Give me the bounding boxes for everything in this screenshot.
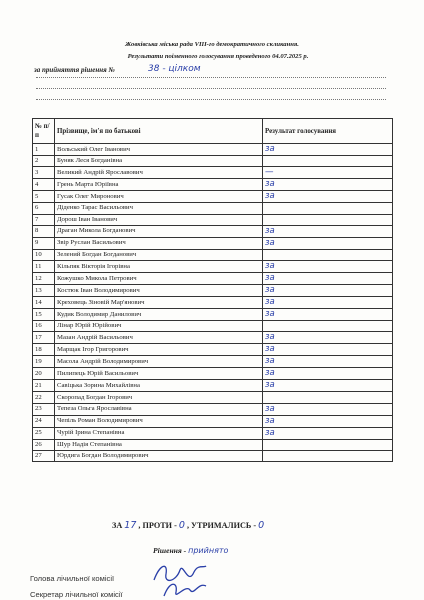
row-number: 8 [33, 225, 55, 237]
table-row [33, 237, 393, 249]
row-number: 21 [33, 380, 55, 392]
deputy-name: Мазан Андрій Васильович [55, 332, 263, 344]
row-number: 24 [33, 415, 55, 427]
deputy-name: Скоропад Богдан Ігорович [55, 392, 263, 403]
table-row [33, 356, 393, 368]
row-number: 6 [33, 203, 55, 214]
deputy-name: Грень Марта Юріївна [55, 179, 263, 191]
vote-result [263, 297, 393, 309]
table-header-row [33, 119, 393, 144]
row-number: 4 [33, 179, 55, 191]
row-number: 27 [33, 451, 55, 462]
table-row [33, 144, 393, 156]
vote-result [263, 321, 393, 332]
decision-label: за прийняття рішення № [34, 66, 115, 74]
roll-call-table [32, 118, 393, 462]
row-number: 16 [33, 321, 55, 332]
deputy-name: Савіцька Зорина Михайлівна [55, 380, 263, 392]
table-row [33, 297, 393, 309]
vote-result [263, 273, 393, 285]
table-row [33, 285, 393, 297]
vote-result [263, 403, 393, 415]
result-label: Рішення - [153, 546, 187, 555]
table-row [33, 273, 393, 285]
deputy-name: Чепіль Роман Володимирович [55, 415, 263, 427]
handwritten-vote: за [265, 273, 275, 284]
row-number: 13 [33, 285, 55, 297]
vote-result [263, 285, 393, 297]
vote-tally [112, 520, 264, 531]
vote-result [263, 167, 393, 179]
table-row [33, 392, 393, 403]
table-row [33, 203, 393, 214]
deputy-name: Шур Надія Степанівна [55, 439, 263, 450]
row-number: 26 [33, 439, 55, 450]
vote-result [263, 237, 393, 249]
row-number: 25 [33, 427, 55, 439]
deputy-name: Діденко Тарас Васильович [55, 203, 263, 214]
table-row [33, 380, 393, 392]
table-row [33, 261, 393, 273]
vote-result [263, 179, 393, 191]
row-number: 14 [33, 297, 55, 309]
decision-number-handwritten: 38 - цілком [148, 64, 201, 74]
deputy-name: Креховець Зіновій Мар'янович [55, 297, 263, 309]
row-number: 18 [33, 344, 55, 356]
vote-result [263, 156, 393, 167]
deputy-name: Кільпяк Вікторія Ігорівна [55, 261, 263, 273]
deputy-name: Зелений Богдан Богданович [55, 249, 263, 260]
handwritten-vote: за [265, 179, 275, 190]
table-row [33, 403, 393, 415]
deputy-name: Пилипець Юрій Васильович [55, 368, 263, 380]
row-number: 17 [33, 332, 55, 344]
table-row [33, 368, 393, 380]
table-row [33, 156, 393, 167]
vote-results-title: Результати поіменного голосування проведеного 04.07.2025 р. [127, 53, 309, 60]
handwritten-vote: за [265, 332, 275, 343]
vote-result [263, 203, 393, 214]
abstain-label: , УТРИМАЛИСЬ - [186, 521, 257, 530]
vote-result [263, 144, 393, 156]
row-number: 5 [33, 191, 55, 203]
handwritten-vote: за [265, 427, 275, 438]
vote-result [263, 344, 393, 356]
row-number: 15 [33, 309, 55, 321]
secretary-signature-label: Секретар лічильної комісії [30, 590, 123, 599]
row-number: 10 [33, 249, 55, 260]
deputy-name: Юрдига Богдан Володимирович [55, 451, 263, 462]
row-number: 19 [33, 356, 55, 368]
handwritten-vote: за [265, 261, 275, 272]
table-row [33, 321, 393, 332]
council-title: Жовківська міська рада VIII-го демократичного скликання. [125, 41, 299, 48]
handwritten-vote: за [265, 344, 275, 355]
row-number: 7 [33, 214, 55, 225]
handwritten-vote: за [265, 297, 275, 308]
deputy-name: Костюк Іван Володимирович [55, 285, 263, 297]
blank-line [36, 99, 386, 100]
secretary-signature [158, 578, 210, 600]
table-row [33, 167, 393, 179]
table-row [33, 179, 393, 191]
col-name-header: Прізвище, ім'я по батькові [55, 119, 263, 144]
vote-result [263, 332, 393, 344]
row-number: 3 [33, 167, 55, 179]
handwritten-vote: за [265, 403, 275, 414]
table-row [33, 344, 393, 356]
vote-result [263, 356, 393, 368]
table-row [33, 191, 393, 203]
result-value: прийнято [188, 546, 229, 555]
handwritten-vote: за [265, 415, 275, 426]
table-row [33, 332, 393, 344]
handwritten-vote: за [265, 237, 275, 248]
deputy-name: Великий Андрій Ярославович [55, 167, 263, 179]
row-number: 11 [33, 261, 55, 273]
deputy-name: Кожушко Микола Петрович [55, 273, 263, 285]
handwritten-vote: за [265, 309, 275, 320]
col-number-header: № п/п [33, 119, 55, 144]
vote-result [263, 439, 393, 450]
handwritten-vote: за [265, 356, 275, 367]
row-number: 22 [33, 392, 55, 403]
deputy-name: Звір Руслан Васильович [55, 237, 263, 249]
vote-result [263, 380, 393, 392]
table-row [33, 415, 393, 427]
table-row [33, 225, 393, 237]
handwritten-vote: за [265, 368, 275, 379]
vote-result [263, 415, 393, 427]
handwritten-vote: за [265, 191, 275, 202]
deputy-name: Буняк Леся Богданівна [55, 156, 263, 167]
vote-result [263, 214, 393, 225]
row-number: 20 [33, 368, 55, 380]
handwritten-vote: за [265, 380, 275, 391]
vote-result [263, 427, 393, 439]
chair-signature-label: Голова лічильної комісії [30, 574, 115, 583]
table-row [33, 249, 393, 260]
vote-result [263, 451, 393, 462]
handwritten-vote: за [265, 225, 275, 236]
table-row [33, 427, 393, 439]
deputy-name: Вольський Олег Іванович [55, 144, 263, 156]
vote-result [263, 191, 393, 203]
vote-result [263, 392, 393, 403]
decision-result [153, 546, 228, 555]
row-number: 1 [33, 144, 55, 156]
against-count: 0 [178, 520, 185, 531]
vote-result [263, 368, 393, 380]
deputy-name: Лінар Юрій Юрійович [55, 321, 263, 332]
deputy-name: Гусак Олег Миронович [55, 191, 263, 203]
deputy-name: Драган Микола Богданович [55, 225, 263, 237]
blank-line [36, 77, 386, 78]
decision-line [34, 66, 115, 74]
row-number: 9 [33, 237, 55, 249]
against-label: , ПРОТИ - [138, 521, 177, 530]
vote-result [263, 249, 393, 260]
table-row [33, 439, 393, 450]
abstain-count: 0 [258, 520, 265, 531]
col-result-header: Результат голосування [263, 119, 393, 144]
vote-result [263, 225, 393, 237]
handwritten-vote: за [265, 144, 275, 154]
deputy-name: Кудик Володимир Данилович [55, 309, 263, 321]
deputy-name: Тепеза Ольга Ярославівна [55, 403, 263, 415]
for-label: ЗА [112, 521, 123, 530]
deputy-name: Марщак Ігор Григорович [55, 344, 263, 356]
table-row [33, 309, 393, 321]
deputy-name: Масола Андрій Володимирович [55, 356, 263, 368]
row-number: 2 [33, 156, 55, 167]
blank-line [36, 88, 386, 89]
row-number: 23 [33, 403, 55, 415]
deputy-name: Чурій Ірина Степанівна [55, 427, 263, 439]
for-count: 17 [124, 520, 137, 531]
deputy-name: Дорош Іван Іванович [55, 214, 263, 225]
handwritten-vote: — [265, 167, 274, 178]
vote-result [263, 261, 393, 273]
vote-result [263, 309, 393, 321]
handwritten-vote: за [265, 285, 275, 296]
table-row [33, 214, 393, 225]
table-row [33, 451, 393, 462]
row-number: 12 [33, 273, 55, 285]
